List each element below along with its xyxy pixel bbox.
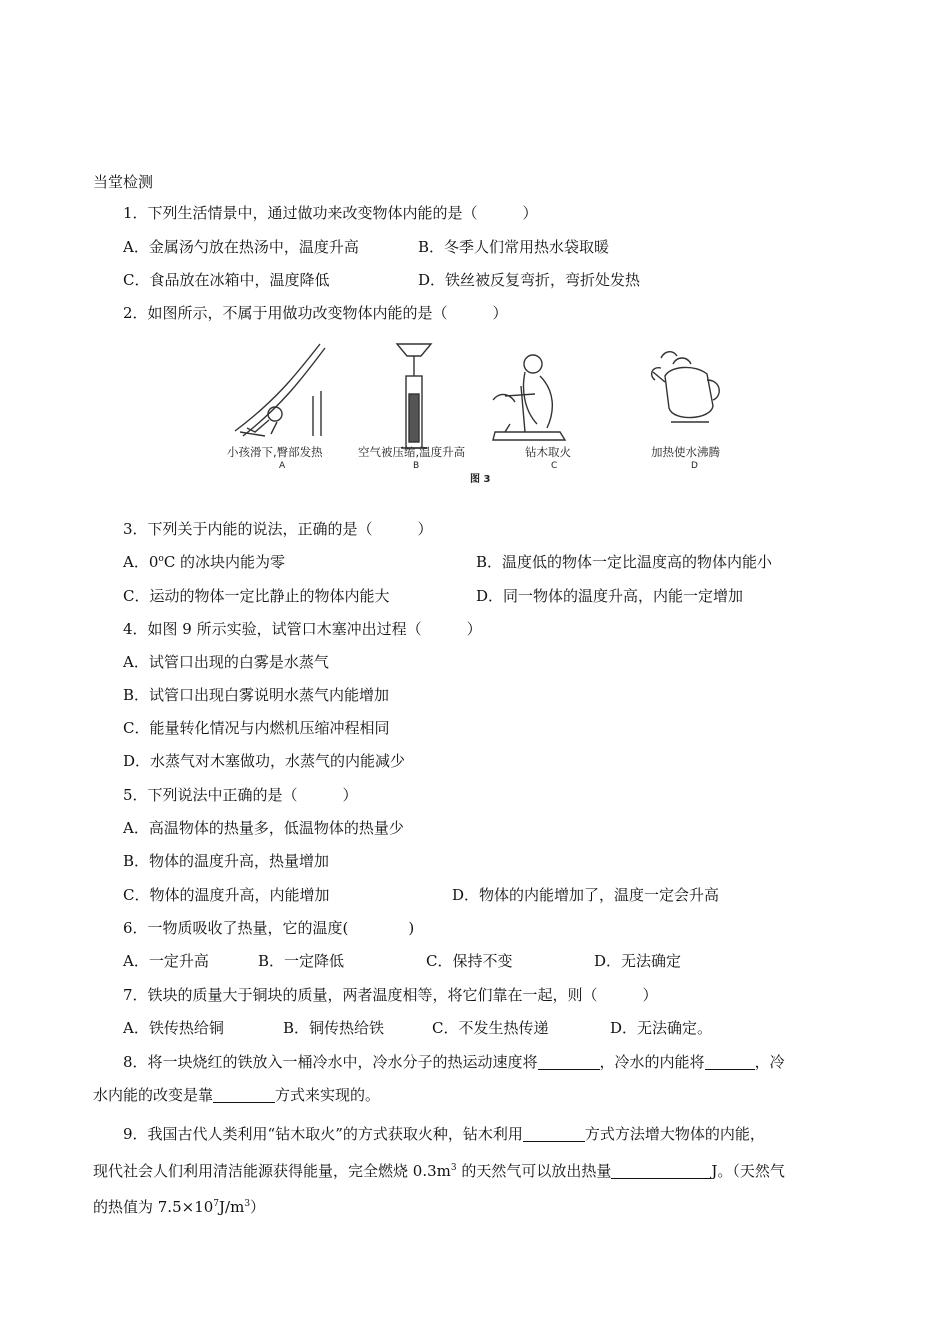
q3-option-a: A．0$^o$C 的冰块内能为零 bbox=[123, 553, 286, 571]
letter-d: D bbox=[691, 461, 698, 471]
q2-figure bbox=[225, 336, 745, 496]
q4-option-a: A．试管口出现的白雾是水蒸气 bbox=[123, 653, 329, 671]
q6-option-c: C．保持不变 bbox=[426, 952, 513, 970]
q5-option-b: B．物体的温度升高，热量增加 bbox=[123, 852, 330, 870]
q8-blank-3[interactable] bbox=[213, 1086, 275, 1103]
caption-a: 小孩滑下,臀部发热 bbox=[227, 445, 323, 459]
q4-option-b: B．试管口出现白雾说明水蒸气内能增加 bbox=[123, 686, 390, 704]
caption-b: 空气被压缩,温度升高 bbox=[358, 445, 466, 459]
q9-line-2: 现代社会人们利用清洁能源获得能量，完全燃烧 $0.3m^3$ 的天然气可以放出热量 J。（天然气 bbox=[93, 1162, 785, 1180]
figure-3-illustration bbox=[225, 336, 745, 496]
q7-option-b: B．铜传热给铁 bbox=[283, 1019, 385, 1037]
q5-option-d: D．物体的内能增加了，温度一定会升高 bbox=[452, 886, 720, 904]
letter-c: C bbox=[551, 461, 558, 471]
drilling-fire-drawing bbox=[493, 355, 565, 440]
q3-option-c: C．运动的物体一定比静止的物体内能大 bbox=[123, 587, 390, 605]
q5-stem: 5．下列说法中正确的是（ ） bbox=[123, 786, 358, 804]
q5-option-c: C．物体的温度升高，内能增加 bbox=[123, 886, 330, 904]
q9-line-3: 的热值为 $7.5\times 10^7J/m^3$） bbox=[93, 1198, 266, 1216]
slide-child-drawing bbox=[235, 344, 325, 436]
q9-blank-1[interactable] bbox=[523, 1125, 585, 1142]
letter-b: B bbox=[413, 461, 420, 471]
q7-stem: 7．铁块的质量大于铜块的质量，两者温度相等，将它们靠在一起，则（ ） bbox=[123, 986, 658, 1004]
section-title: 当堂检测 bbox=[93, 173, 154, 191]
q7-option-a: A．铁传热给铜 bbox=[123, 1019, 224, 1037]
q9-line-1: 9．我国古代人类利用“钻木取火”的方式获取火种，钻木利用 方式方法增大物体的内能， bbox=[123, 1125, 765, 1143]
q1-option-d: D．铁丝被反复弯折，弯折处发热 bbox=[418, 271, 641, 289]
q3-stem: 3．下列关于内能的说法，正确的是（ ） bbox=[123, 520, 433, 538]
q4-option-d: D．水蒸气对木塞做功，水蒸气的内能减少 bbox=[123, 752, 406, 770]
q2-stem: 2．如图所示，不属于用做功改变物体内能的是（ ） bbox=[123, 304, 508, 322]
q3-option-d: D．同一物体的温度升高，内能一定增加 bbox=[476, 587, 744, 605]
air-pump-drawing bbox=[397, 344, 431, 448]
boiling-kettle-drawing bbox=[652, 352, 720, 422]
caption-d: 加热使水沸腾 bbox=[651, 445, 720, 459]
q6-stem: 6．一物质吸收了热量，它的温度( ) bbox=[123, 919, 415, 937]
q6-option-b: B．一定降低 bbox=[258, 952, 345, 970]
q8-line-1: 8．将一块烧红的铁放入一桶冷水中，冷水分子的热运动速度将 ，冷水的内能将 ，冷 bbox=[123, 1053, 785, 1071]
q6-option-a: A．一定升高 bbox=[123, 952, 209, 970]
figure-label: 图 3 bbox=[470, 474, 491, 485]
q5-option-a: A．高温物体的热量多，低温物体的热量少 bbox=[123, 819, 404, 837]
caption-c: 钻木取火 bbox=[525, 445, 571, 459]
q4-stem: 4．如图 9 所示实验，试管口木塞冲出过程（ ） bbox=[123, 620, 482, 638]
q1-option-a: A．金属汤勺放在热汤中，温度升高 bbox=[123, 238, 359, 256]
q8-blank-1[interactable] bbox=[538, 1053, 600, 1070]
q9-blank-2[interactable] bbox=[611, 1162, 711, 1179]
q4-option-c: C．能量转化情况与内燃机压缩冲程相同 bbox=[123, 719, 390, 737]
q7-option-d: D．无法确定。 bbox=[610, 1019, 713, 1037]
q3-option-b: B．温度低的物体一定比温度高的物体内能小 bbox=[476, 553, 773, 571]
q1-option-b: B．冬季人们常用热水袋取暖 bbox=[418, 238, 610, 256]
q7-option-c: C．不发生热传递 bbox=[432, 1019, 549, 1037]
q8-line-2: 水内能的改变是靠 方式来实现的。 bbox=[93, 1086, 381, 1104]
letter-a: A bbox=[279, 461, 286, 471]
q8-blank-2[interactable] bbox=[705, 1053, 755, 1070]
q1-stem: 1．下列生活情景中，通过做功来改变物体内能的是（ ） bbox=[123, 204, 538, 222]
q6-option-d: D．无法确定 bbox=[594, 952, 682, 970]
q1-option-c: C．食品放在冰箱中，温度降低 bbox=[123, 271, 330, 289]
